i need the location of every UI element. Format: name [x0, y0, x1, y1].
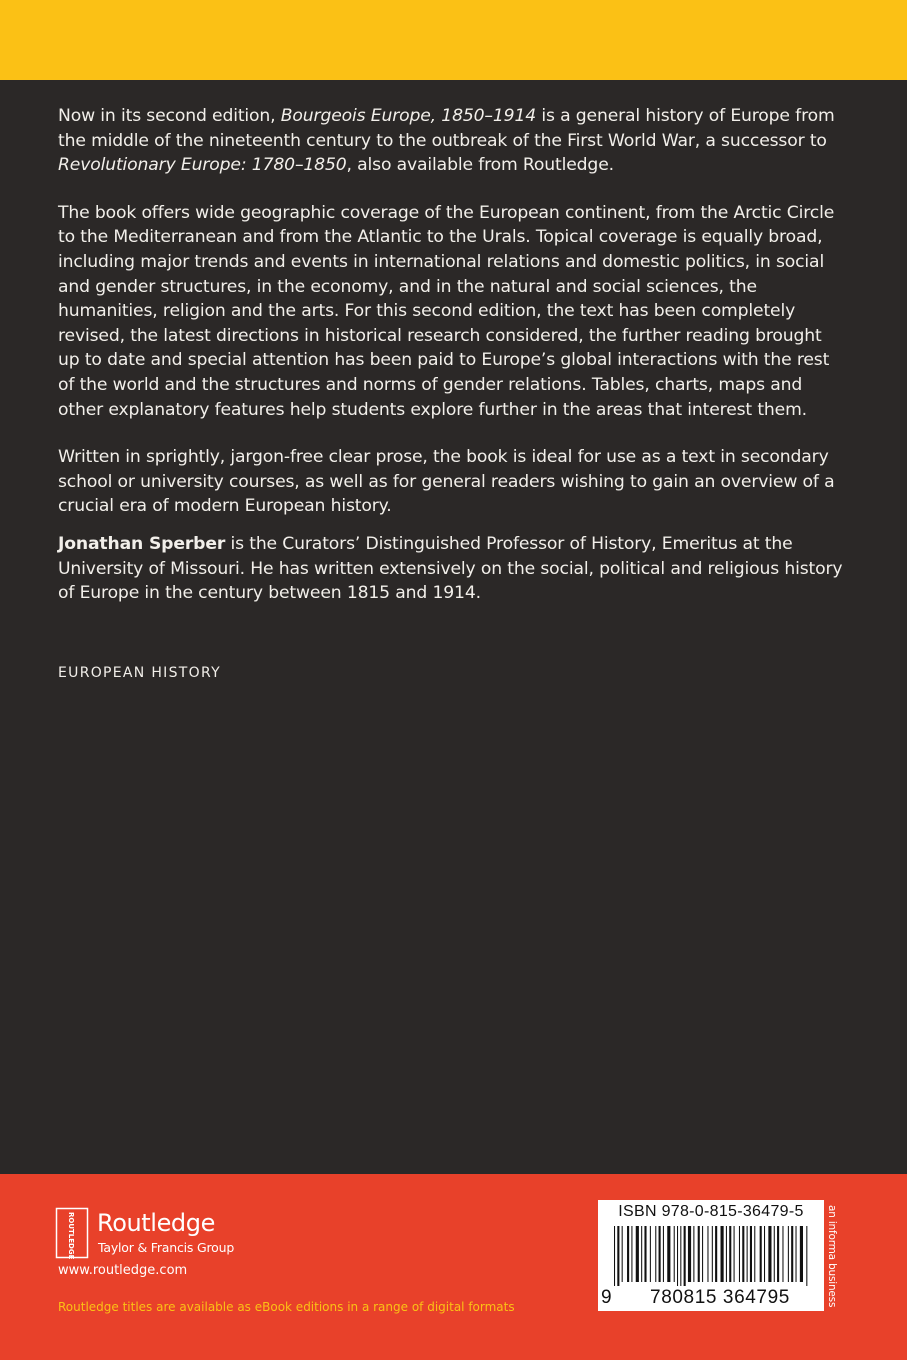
barcode-bar [663, 1226, 664, 1282]
barcode-bar [777, 1226, 779, 1282]
barcode-bar [627, 1226, 629, 1282]
svg-text:ROUTLEDGE: ROUTLEDGE [67, 1212, 75, 1259]
barcode-bar [774, 1226, 775, 1282]
intro-text-start: Now in its second edition, [58, 106, 281, 126]
barcode-bar [636, 1226, 639, 1282]
ebook-availability-note: Routledge titles are available as eBook editions in a range of digital formats [58, 1300, 515, 1314]
informa-text: an informa business [826, 1205, 838, 1308]
barcode-digits: 780815 364795 [650, 1287, 790, 1308]
barcode-bar [747, 1226, 748, 1282]
barcode-bar [800, 1226, 803, 1282]
publisher-name: Routledge [97, 1209, 215, 1237]
barcode-bar [702, 1226, 703, 1282]
barcode-bar [622, 1226, 623, 1282]
back-cover-blurb [58, 104, 843, 606]
publisher-website: www.routledge.com [58, 1263, 188, 1278]
barcode-bar [782, 1226, 783, 1282]
barcode-bar [684, 1226, 686, 1286]
barcode-bar [650, 1226, 651, 1282]
barcode-bar [677, 1226, 678, 1286]
barcode-bar [641, 1226, 642, 1282]
barcode-bar [796, 1226, 797, 1282]
book-title-italic: Bourgeois Europe, 1850–1914 [280, 106, 537, 126]
barcode-bar [614, 1226, 615, 1286]
coverage-paragraph: The book offers wide geographic coverage of the European continent, from the Arctic Circle to the Mediterranean and from the Atlantic to the Urals. Topical coverage is equally broad, including major trends and events in international relations and domestic politics, in social and gender structures, in the economy, and in the natural and social sciences, the humanities, religion and the arts. For this second edition, the text has been completely revised, the latest directions in historical research considered, the further reading brought up to date and special attention has been paid to Europe’s global interactions with the rest of the world and the structures and norms of gender relations. Tables, charts, maps and other explanatory features help students explore further in the areas that interest them. [58, 202, 835, 420]
barcode-bar [707, 1226, 708, 1282]
barcode-bar [693, 1226, 694, 1282]
barcode-bar [750, 1226, 752, 1282]
barcode-bar [644, 1226, 646, 1282]
barcode-bar [688, 1226, 691, 1282]
barcode-bar [712, 1226, 713, 1282]
barcode-bar [680, 1226, 681, 1286]
barcode-bar [729, 1226, 731, 1282]
barcode-bar [674, 1226, 675, 1282]
previous-book-title-italic: Revolutionary Europe: 1780–1850 [58, 155, 347, 176]
author-bio-paragraph [58, 532, 843, 606]
barcode-bar [721, 1226, 724, 1282]
barcode-bar [726, 1226, 727, 1282]
publisher-group: Taylor & Francis Group [98, 1240, 235, 1255]
barcode-bar [764, 1226, 765, 1282]
barcode-bar [667, 1226, 670, 1282]
barcode-bar [742, 1226, 744, 1282]
barcode-bar [791, 1226, 793, 1282]
intro-paragraph [58, 104, 843, 178]
barcode-bar [698, 1226, 700, 1282]
barcode-bar [617, 1226, 619, 1286]
barcode-bar [734, 1226, 735, 1282]
routledge-logo-mark-icon [55, 1207, 89, 1259]
intro-text-middle: is a general history of Europe from the middle of the nineteenth century to the outbreak of the First World War, a successor to [58, 106, 835, 151]
barcode-bars [614, 1226, 810, 1286]
top-color-band [0, 0, 907, 80]
barcode-first-digit: 9 [601, 1287, 612, 1308]
barcode-bar [788, 1226, 789, 1282]
barcode-bar [806, 1226, 807, 1286]
author-name: Jonathan Sperber [58, 533, 226, 554]
barcode-bar [739, 1226, 740, 1282]
barcode-bar [631, 1226, 632, 1282]
barcode-bar [760, 1226, 762, 1282]
barcode-bar [659, 1226, 661, 1282]
routledge-logo [55, 1207, 255, 1259]
isbn-barcode [598, 1200, 824, 1311]
informa-tagline [826, 1205, 840, 1310]
barcode-bar [715, 1226, 717, 1282]
subject-category: EUROPEAN HISTORY [58, 665, 221, 681]
isbn-label: ISBN 978-0-815-36479-5 [618, 1203, 804, 1220]
audience-paragraph: Written in sprightly, jargon-free clear prose, the book is ideal for use as a text in secondary school or university courses, as well as for general readers wishing to gain an overview of a crucial era of modern European history. [58, 447, 835, 517]
intro-text-end: , also available from Routledge. [346, 155, 614, 176]
barcode-bar [754, 1226, 755, 1282]
barcode-bar [768, 1226, 771, 1282]
barcode-bar [655, 1226, 656, 1282]
author-bio: is the Curators’ Distinguished Professor of History, Emeritus at the University of Missouri. He has written extensively on the social, political and religious history of Europe in the century between 1815 and 1914. [58, 533, 843, 604]
